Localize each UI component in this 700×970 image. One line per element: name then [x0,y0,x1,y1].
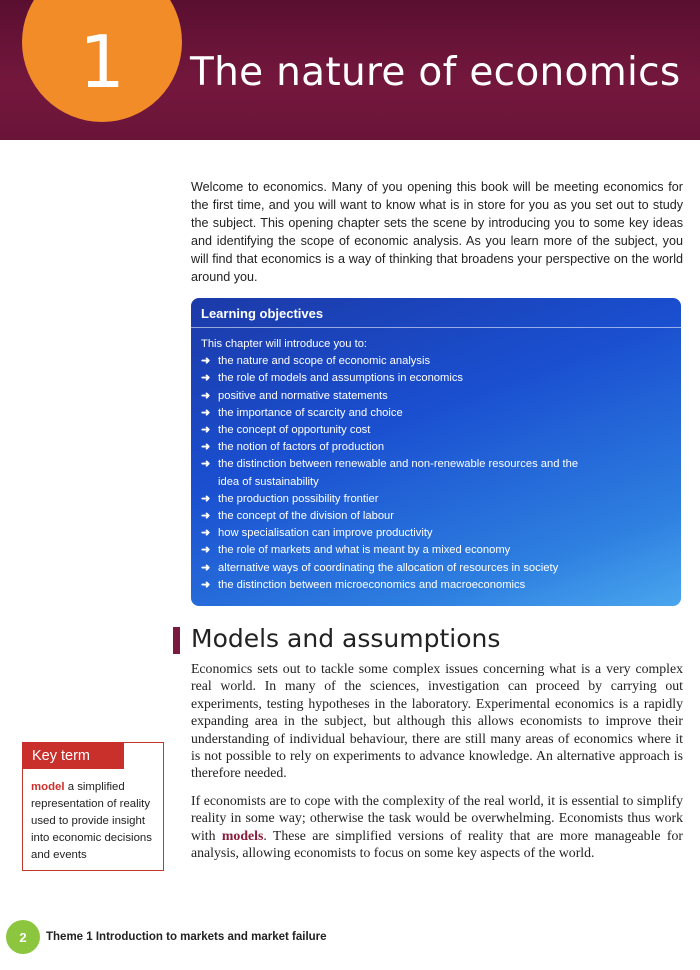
key-term-heading: Key term [22,742,124,769]
running-footer: Theme 1 Introduction to markets and market failure [46,931,327,943]
list-item: ➜ the role of markets and what is meant by a mixed economy [201,542,671,559]
arrow-right-icon: ➜ [201,492,211,505]
list-item: ➜ the notion of factors of production [201,439,671,456]
list-item: ➜ how specialisation can improve productivity [201,525,671,542]
key-term-word: model [31,781,65,793]
key-term-box [22,742,164,871]
page-number-badge [6,920,40,954]
list-item: ➜ the nature and scope of economic analysis [201,353,671,370]
arrow-right-icon: ➜ [201,406,211,419]
list-item: ➜ alternative ways of coordinating the allocation of resources in society [201,560,671,577]
arrow-right-icon: ➜ [201,527,211,540]
highlighted-term: models [221,827,264,843]
learning-objectives-intro: This chapter will introduce you to: [201,338,368,350]
list-item: ➜ the distinction between microeconomics and macroeconomics [201,577,671,594]
arrow-right-icon: ➜ [201,372,211,385]
arrow-right-icon: ➜ [201,389,211,402]
arrow-right-icon: ➜ [201,510,211,523]
arrow-right-icon: ➜ [201,458,211,471]
arrow-right-icon: ➜ [201,578,211,591]
arrow-right-icon: ➜ [201,544,211,557]
section-heading: Models and assumptions [191,624,501,653]
arrow-right-icon: ➜ [201,441,211,454]
page-number: 2 [19,929,27,945]
arrow-right-icon: ➜ [201,561,211,574]
list-item: ➜ the role of models and assumptions in economics [201,370,671,387]
chapter-title: The nature of economics [190,50,681,95]
list-item: ➜ positive and normative statements [201,388,671,405]
arrow-right-icon: ➜ [201,355,211,368]
list-item: ➜ the concept of opportunity cost [201,422,671,439]
list-item: ➜ the concept of the division of labour [201,508,671,525]
list-item: ➜ the importance of scarcity and choice [201,405,671,422]
learning-objectives-title: Learning objectives [201,306,324,321]
learning-objectives-box [191,298,681,606]
body-paragraph: Economics sets out to tackle some complex issues concerning what is a very complex real world. In many of the sciences, investigation can proceed by carrying out experiments, testing hypotheses in the laboratory. Experimental economics is a rapidly expanding area in the subject, but although this allows economists to improve their understanding of individual behaviour, there are still many areas of economics where it is not possible to rely on experiments to advance knowledge. An alternative approach is therefore needed. [191,661,683,781]
chapter-number: 1 [79,20,125,104]
learning-objectives-list [201,353,671,594]
section-heading-bar [173,627,180,654]
list-item: ➜ the distinction between renewable and non-renewable resources and the idea of sustainability [201,458,579,488]
key-term-definition: model a simplified representation of reality used to provide insight into economic decisions and events [31,781,152,861]
intro-paragraph: Welcome to economics. Many of you opening this book will be meeting economics for the first time, and you will want to know what is in store for you as you set out to study the subject. This opening chapter sets the scene by introducing you to some key ideas and identifying the scope of economic analysis. As you learn more of the subject, you will find that economics is a way of thinking that broadens your perspective on the world around you. [191,180,683,284]
arrow-right-icon: ➜ [201,424,211,437]
body-paragraph: If economists are to cope with the complexity of the real world, it is essential to simplify reality in some way; otherwise the task would be overwhelming. Economists thus work with models. These are simplified versions of reality that are more manageable for analysis, allowing economists to focus on some key aspects of the world. [191,793,683,861]
learning-objectives-divider [191,327,681,328]
list-item: ➜ the production possibility frontier [201,491,671,508]
